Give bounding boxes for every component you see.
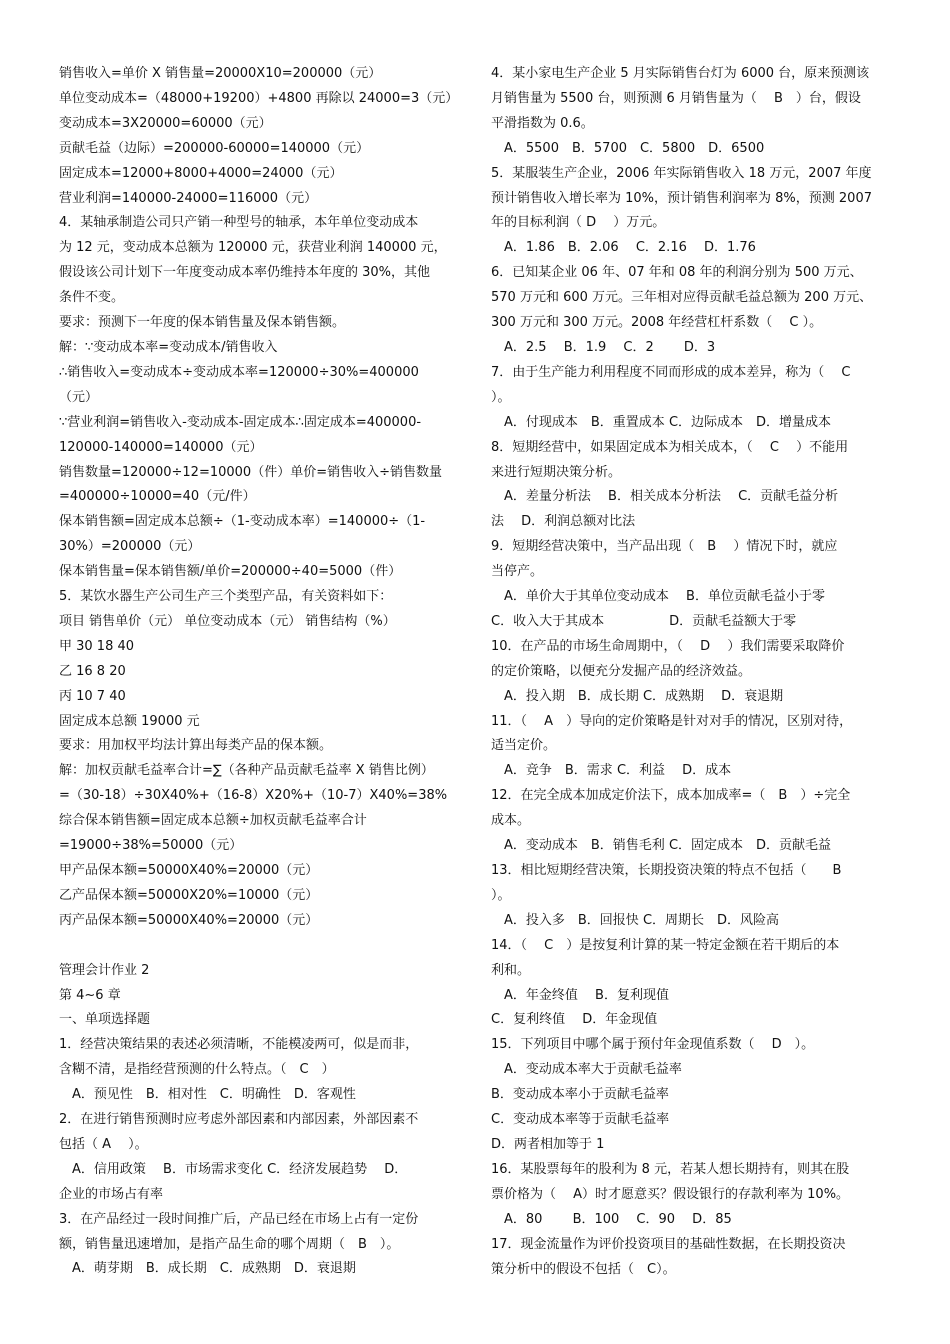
right-line: 9．短期经营决策中，当产品出现（ B ）情况下时，就应	[491, 539, 838, 555]
right-line: 票价格为（ A）时才愿意买？假设银行的存款利率为 10%。	[491, 1186, 850, 1202]
right-line: 14．（ C ）是按复利计算的某一特定金额在若干期后的本	[491, 937, 840, 953]
left-line: 单位变动成本=（48000+19200）+4800 再除以 24000=3（元）	[59, 90, 459, 106]
right-line: A．变动成本率大于贡献毛益率	[491, 1062, 682, 1078]
left-line: 甲 30 18 40	[59, 638, 135, 654]
left-line: A．信用政策 B．市场需求变化 C．经济发展趋势 D．	[59, 1161, 408, 1177]
left-line: 丙产品保本额=50000X40%=20000（元）	[59, 912, 319, 928]
right-line: 适当定价。	[491, 738, 557, 754]
left-line: 4．某轴承制造公司只产销一种型号的轴承，本年单位变动成本	[59, 215, 419, 231]
right-line: A．竞争 B．需求 C．利益 D．成本	[491, 763, 732, 779]
left-line: 固定成本总额 19000 元	[59, 713, 200, 729]
right-line: 8．短期经营中，如果固定成本为相关成本，（ C ）不能用	[491, 439, 849, 455]
left-line: 甲产品保本额=50000X40%=20000（元）	[59, 863, 319, 878]
right-line: 6．已知某企业 06 年、07 年和 08 年的利润分别为 500 万元、	[491, 265, 863, 281]
right-line: 17．现金流量作为评价投资项目的基础性数据，在长期投资决	[491, 1236, 846, 1252]
right-line: 当停产。	[491, 564, 544, 580]
left-line: 30%）=200000（元）	[59, 539, 201, 555]
left-line: 销售数量=120000÷12=10000（件）单价=销售收入÷销售数量	[59, 464, 442, 480]
left-line: =19000÷38%=50000（元）	[59, 838, 243, 854]
left-line: A．预见性 B．相对性 C．明确性 D．客观性	[59, 1087, 356, 1103]
right-line: A．1.86 B．2.06 C．2.16 D．1.76	[491, 240, 756, 256]
right-line: 月销售量为 5500 台，则预测 6 月销售量为（ B ）台，假设	[491, 90, 861, 106]
left-line: 含糊不清，是指经营预测的什么特点。（ C ）	[59, 1062, 335, 1078]
right-line: 法 D．利润总额对比法	[491, 514, 636, 530]
left-line: 120000-140000=140000（元）	[59, 439, 263, 455]
left-line: 解：加权贡献毛益率合计=∑（各种产品贡献毛益率 X 销售比例）	[59, 763, 434, 779]
left-line: ∴销售收入=变动成本÷变动成本率=120000÷30%=400000	[59, 364, 419, 380]
right-line: 的定价策略，以便充分发掘产品的经济效益。	[491, 663, 752, 679]
left-line: 乙 16 8 20	[59, 663, 126, 679]
right-line: A．5500 B．5700 C．5800 D．6500	[491, 140, 765, 156]
left-line: 第 4~6 章	[59, 987, 121, 1003]
right-line: A．付现成本 B．重置成本 C．边际成本 D．增量成本	[491, 414, 832, 430]
right-line: 平滑指数为 0.6。	[491, 115, 594, 131]
left-line: =（30-18）÷30X40%+（16-8）X20%+（10-7）X40%=38%	[59, 788, 448, 804]
left-column	[59, 62, 461, 1282]
left-line: 条件不变。	[59, 290, 125, 306]
left-line: 综合保本销售额=固定成本总额÷加权贡献毛益率合计	[59, 813, 367, 829]
left-line: 乙产品保本额=50000X20%=10000（元）	[59, 887, 319, 903]
right-line: ）。	[491, 887, 511, 903]
left-line: 贡献毛益（边际）=200000-60000=140000（元）	[59, 140, 370, 156]
right-line: C．变动成本率等于贡献毛益率	[491, 1112, 670, 1128]
right-line: 300 万元和 300 万元。2008 年经营杠杆系数（ C ）。	[491, 315, 823, 331]
right-line: A．投入期 B．成长期 C．成熟期 D．衰退期	[491, 688, 784, 704]
right-line: B．变动成本率小于贡献毛益率	[491, 1087, 669, 1103]
right-line: 13．相比短期经营决策，长期投资决策的特点不包括（ B	[491, 863, 842, 878]
right-column	[491, 62, 897, 1282]
left-line: ∵营业利润=销售收入-变动成本-固定成本∴固定成本=400000-	[59, 414, 422, 430]
left-line: 3．在产品经过一段时间推广后，产品已经在市场上占有一定份	[59, 1211, 419, 1227]
right-line: A．差量分析法 B．相关成本分析法 C．贡献毛益分析	[491, 489, 839, 505]
right-line: 10．在产品的市场生命周期中，（ D ）我们需要采取降价	[491, 638, 845, 654]
right-line: 成本。	[491, 813, 531, 829]
right-line: 年的目标利润（ D ）万元。	[491, 215, 666, 231]
left-line: =400000÷10000=40（元/件）	[59, 489, 256, 505]
left-line: 一、单项选择题	[59, 1012, 151, 1028]
left-line: 项目 销售单价（元） 单位变动成本（元） 销售结构（%）	[59, 613, 396, 629]
right-line: ）。	[491, 389, 511, 405]
left-line: 额，销售量迅速增加，是指产品生命的哪个周期（ B ）。	[59, 1236, 400, 1252]
right-line: A．2.5 B．1.9 C．2 D．3	[491, 339, 716, 355]
left-line: 丙 10 7 40	[59, 688, 126, 704]
right-line: D．两者相加等于 1	[491, 1136, 605, 1152]
right-line: 利和。	[491, 962, 531, 978]
right-line: C．收入大于其成本 D．贡献毛益额大于零	[491, 613, 797, 629]
left-line: 1．经营决策结果的表述必须清晰，不能模凌两可，似是而非，	[59, 1037, 419, 1053]
left-line: 2．在进行销售预测时应考虑外部因素和内部因素，外部因素不	[59, 1112, 419, 1128]
left-line: （元）	[59, 389, 99, 405]
left-line: A．萌芽期 B．成长期 C．成熟期 D．衰退期	[59, 1261, 356, 1277]
left-line: 变动成本=3X20000=60000（元）	[59, 115, 272, 131]
right-line: A．投入多 B．回报快 C．周期长 D．风险高	[491, 912, 780, 928]
left-line: 管理会计作业 2	[59, 962, 150, 978]
left-line: 保本销售额=固定成本总额÷（1-变动成本率）=140000÷（1-	[59, 514, 426, 530]
right-line: 4．某小家电生产企业 5 月实际销售台灯为 6000 台，原来预测该	[491, 66, 870, 81]
right-line: 570 万元和 600 万元。三年相对应得贡献毛益总额为 200 万元、	[491, 290, 873, 306]
left-line: 包括（ A ）。	[59, 1136, 148, 1152]
left-line: 企业的市场占有率	[59, 1186, 164, 1202]
left-line: 要求：预测下一年度的保本销售量及保本销售额。	[59, 315, 346, 331]
right-line: 11．（ A ）导向的定价策略是针对对手的情况，区别对待，	[491, 713, 853, 729]
left-line: 5．某饮水器生产公司生产三个类型产品，有关资料如下：	[59, 589, 393, 605]
right-line: 来进行短期决策分析。	[491, 464, 622, 480]
left-line: 假设该公司计划下一年度变动成本率仍维持本年度的 30%，其他	[59, 265, 431, 281]
left-line: 营业利润=140000-24000=116000（元）	[59, 190, 318, 206]
left-line: 要求：用加权平均法计算出每类产品的保本额。	[59, 738, 333, 754]
right-line: 策分析中的假设不包括（ C）。	[491, 1261, 676, 1277]
left-line	[59, 934, 461, 959]
left-line: 销售收入=单价 X 销售量=20000X10=200000（元）	[59, 66, 382, 81]
right-line: 7．由于生产能力利用程度不同而形成的成本差异，称为（ C	[491, 364, 851, 380]
left-line: 保本销售量=保本销售额/单价=200000÷40=5000（件）	[59, 564, 402, 580]
left-line: 为 12 元，变动成本总额为 120000 元，获营业利润 140000 元，	[59, 240, 447, 256]
right-line: 16．某股票每年的股利为 8 元，若某人想长期持有，则其在股	[491, 1161, 850, 1177]
right-line: A．80 B．100 C．90 D．85	[491, 1211, 732, 1227]
right-line: A．单价大于其单位变动成本 B．单位贡献毛益小于零	[491, 589, 825, 605]
right-line: 12．在完全成本加成定价法下，成本加成率=（ B ）÷完全	[491, 788, 851, 804]
right-line: C．复利终值 D．年金现值	[491, 1012, 658, 1028]
right-line: A．年金终值 B．复利现值	[491, 987, 669, 1003]
right-line: A．变动成本 B．销售毛利 C．固定成本 D．贡献毛益	[491, 838, 832, 854]
left-line: 固定成本=12000+8000+4000=24000（元）	[59, 165, 343, 181]
right-line: 预计销售收入增长率为 10%，预计销售利润率为 8%，预测 2007	[491, 190, 872, 206]
right-line: 15．下列项目中哪个属于预付年金现值系数（ D ）。	[491, 1037, 815, 1053]
left-line: 解：∵变动成本率=变动成本/销售收入	[59, 339, 278, 355]
right-line: 5．某服装生产企业，2006 年实际销售收入 18 万元，2007 年度	[491, 165, 872, 181]
